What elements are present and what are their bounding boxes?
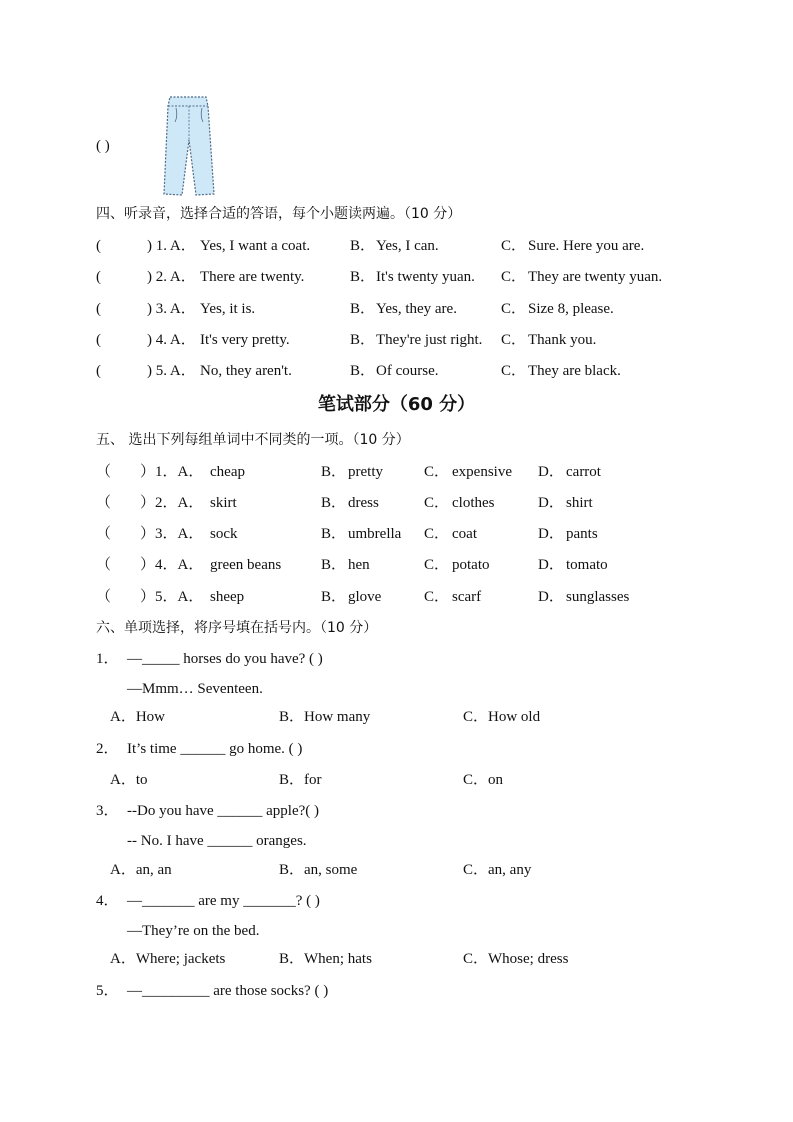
s5-q1-blank[interactable]: （ <box>96 464 112 480</box>
s4-q2-number: ) 2. A． <box>147 269 196 285</box>
picture-answer-blank[interactable]: ( ) <box>96 138 110 154</box>
s5-q2-label-d: D． <box>538 495 564 511</box>
s4-q1-number: ) 1. A． <box>147 238 196 254</box>
s5-q4-option-c: potato <box>452 557 490 573</box>
s6-q3-number: 3． <box>96 803 119 819</box>
s4-q1-option-c: Sure. Here you are. <box>528 238 645 254</box>
s4-q2-label-c: C． <box>501 269 527 285</box>
s5-q5-label-c: C． <box>424 589 450 605</box>
section5-heading: 五、 选出下列每组单词中不同类的一项。（10 分） <box>96 432 410 448</box>
section4-heading: 四、听录音，选择合适的答语，每个小题读两遍。（10 分） <box>96 206 462 222</box>
s4-q2-label-b: B． <box>350 269 376 285</box>
s5-q5-option-a: sheep <box>210 589 245 605</box>
s4-q3-label-c: C． <box>501 301 527 317</box>
s4-q2-option-b: It's twenty yuan. <box>376 269 475 285</box>
s5-q5-option-d: sunglasses <box>566 589 630 605</box>
s6-q1-option-b: B．How many <box>279 709 371 725</box>
s5-q5-label-b: B． <box>321 589 347 605</box>
s5-q4-label-b: B． <box>321 557 347 573</box>
s6-q4-option-b: B．When; hats <box>279 951 372 967</box>
s6-q2-option-b: B．for <box>279 772 322 788</box>
s6-q1-reply: —Mmm… Seventeen. <box>127 681 263 697</box>
s4-q3-option-a: Yes, it is. <box>200 301 256 317</box>
s5-q2-label-c: C． <box>424 495 450 511</box>
s6-q1-option-a: A．How <box>110 709 165 725</box>
s4-q5-label-b: B． <box>350 363 376 379</box>
s4-q3-blank[interactable]: ( <box>96 301 101 317</box>
s4-q4-blank[interactable]: ( <box>96 332 101 348</box>
s5-q2-blank[interactable]: （ <box>96 495 112 511</box>
s5-q3-label-d: D． <box>538 526 564 542</box>
s5-q3-blank[interactable]: （ <box>96 526 112 542</box>
s5-q3-label-b: B． <box>321 526 347 542</box>
s4-q5-label-c: C． <box>501 363 527 379</box>
s5-q4-option-d: tomato <box>566 557 608 573</box>
s4-q1-label-c: C． <box>501 238 527 254</box>
s5-q4-number: ）4．A． <box>140 557 204 573</box>
s5-q4-label-c: C． <box>424 557 450 573</box>
s4-q4-option-b: They're just right. <box>376 332 483 348</box>
s4-q5-option-a: No, they aren't. <box>200 363 292 379</box>
s6-q1-number: 1． <box>96 651 119 667</box>
s5-q4-option-b: hen <box>348 557 370 573</box>
s5-q5-label-d: D． <box>538 589 564 605</box>
s6-q3-option-b: B．an, some <box>279 862 358 878</box>
s4-q3-number: ) 3. A． <box>147 301 196 317</box>
s4-q5-blank[interactable]: ( <box>96 363 101 379</box>
s6-q1-option-c: C．How old <box>463 709 541 725</box>
s5-q4-label-d: D． <box>538 557 564 573</box>
s5-q1-label-c: C． <box>424 464 450 480</box>
s5-q3-option-a: sock <box>210 526 238 542</box>
s6-q3-reply: -- No. I have ______ oranges. <box>127 833 307 849</box>
s5-q4-option-a: green beans <box>210 557 282 573</box>
s5-q1-label-d: D． <box>538 464 564 480</box>
s5-q3-label-c: C． <box>424 526 450 542</box>
s4-q4-label-b: B． <box>350 332 376 348</box>
s5-q2-option-d: shirt <box>566 495 593 511</box>
s4-q2-option-c: They are twenty yuan. <box>528 269 663 285</box>
written-part-title: 笔试部分（60 分） <box>317 394 476 415</box>
s6-q4-option-a: A．Where; jackets <box>110 951 226 967</box>
s4-q5-option-c: They are black. <box>528 363 621 379</box>
s4-q1-option-b: Yes, I can. <box>376 238 439 254</box>
s5-q5-blank[interactable]: （ <box>96 589 112 605</box>
s5-q2-option-c: clothes <box>452 495 495 511</box>
s4-q4-option-c: Thank you. <box>528 332 597 348</box>
s4-q5-option-b: Of course. <box>376 363 439 379</box>
s5-q1-option-a: cheap <box>210 464 245 480</box>
section6-heading: 六、单项选择，将序号填在括号内。（10 分） <box>96 620 378 636</box>
s5-q1-label-b: B． <box>321 464 347 480</box>
s6-q3-option-c: C．an, any <box>463 862 532 878</box>
s6-q2-option-a: A．to <box>110 772 148 788</box>
pants-icon <box>158 94 220 198</box>
s5-q5-number: ）5．A． <box>140 589 204 605</box>
s5-q5-option-c: scarf <box>452 589 482 605</box>
s4-q1-label-b: B． <box>350 238 376 254</box>
s5-q1-option-c: expensive <box>452 464 512 480</box>
s5-q2-label-b: B． <box>321 495 347 511</box>
s5-q5-option-b: glove <box>348 589 382 605</box>
s5-q4-blank[interactable]: （ <box>96 557 112 573</box>
s6-q4-number: 4． <box>96 893 119 909</box>
s6-q1-stem[interactable]: —_____ horses do you have? ( ) <box>127 651 323 667</box>
s5-q3-option-b: umbrella <box>348 526 402 542</box>
s4-q3-label-b: B． <box>350 301 376 317</box>
s4-q4-option-a: It's very pretty. <box>200 332 290 348</box>
s4-q4-label-c: C． <box>501 332 527 348</box>
s6-q4-reply: —They’re on the bed. <box>127 923 260 939</box>
s4-q4-number: ) 4. A． <box>147 332 196 348</box>
s5-q3-option-d: pants <box>566 526 598 542</box>
s4-q2-option-a: There are twenty. <box>200 269 305 285</box>
s5-q3-option-c: coat <box>452 526 477 542</box>
s5-q2-option-a: skirt <box>210 495 237 511</box>
s4-q2-blank[interactable]: ( <box>96 269 101 285</box>
s5-q2-number: ）2．A． <box>140 495 204 511</box>
s5-q1-number: ）1．A． <box>140 464 204 480</box>
s5-q1-option-b: pretty <box>348 464 383 480</box>
s5-q1-option-d: carrot <box>566 464 601 480</box>
s6-q5-number: 5． <box>96 983 119 999</box>
s6-q3-option-a: A．an, an <box>110 862 172 878</box>
s6-q2-stem[interactable]: It’s time ______ go home. ( ) <box>127 741 303 757</box>
s6-q4-option-c: C．Whose; dress <box>463 951 569 967</box>
s5-q2-option-b: dress <box>348 495 379 511</box>
s4-q1-option-a: Yes, I want a coat. <box>200 238 311 254</box>
s6-q4-stem[interactable]: —_______ are my _______? ( ) <box>127 893 320 909</box>
s6-q3-stem[interactable]: --Do you have ______ apple?( ) <box>127 803 320 819</box>
s4-q1-blank[interactable]: ( <box>96 238 101 254</box>
s5-q3-number: ）3．A． <box>140 526 204 542</box>
s4-q3-option-b: Yes, they are. <box>376 301 457 317</box>
s4-q3-option-c: Size 8, please. <box>528 301 614 317</box>
s6-q5-stem[interactable]: —_________ are those socks? ( ) <box>127 983 329 999</box>
s6-q2-option-c: C．on <box>463 772 504 788</box>
s6-q2-number: 2． <box>96 741 119 757</box>
s4-q5-number: ) 5. A． <box>147 363 196 379</box>
